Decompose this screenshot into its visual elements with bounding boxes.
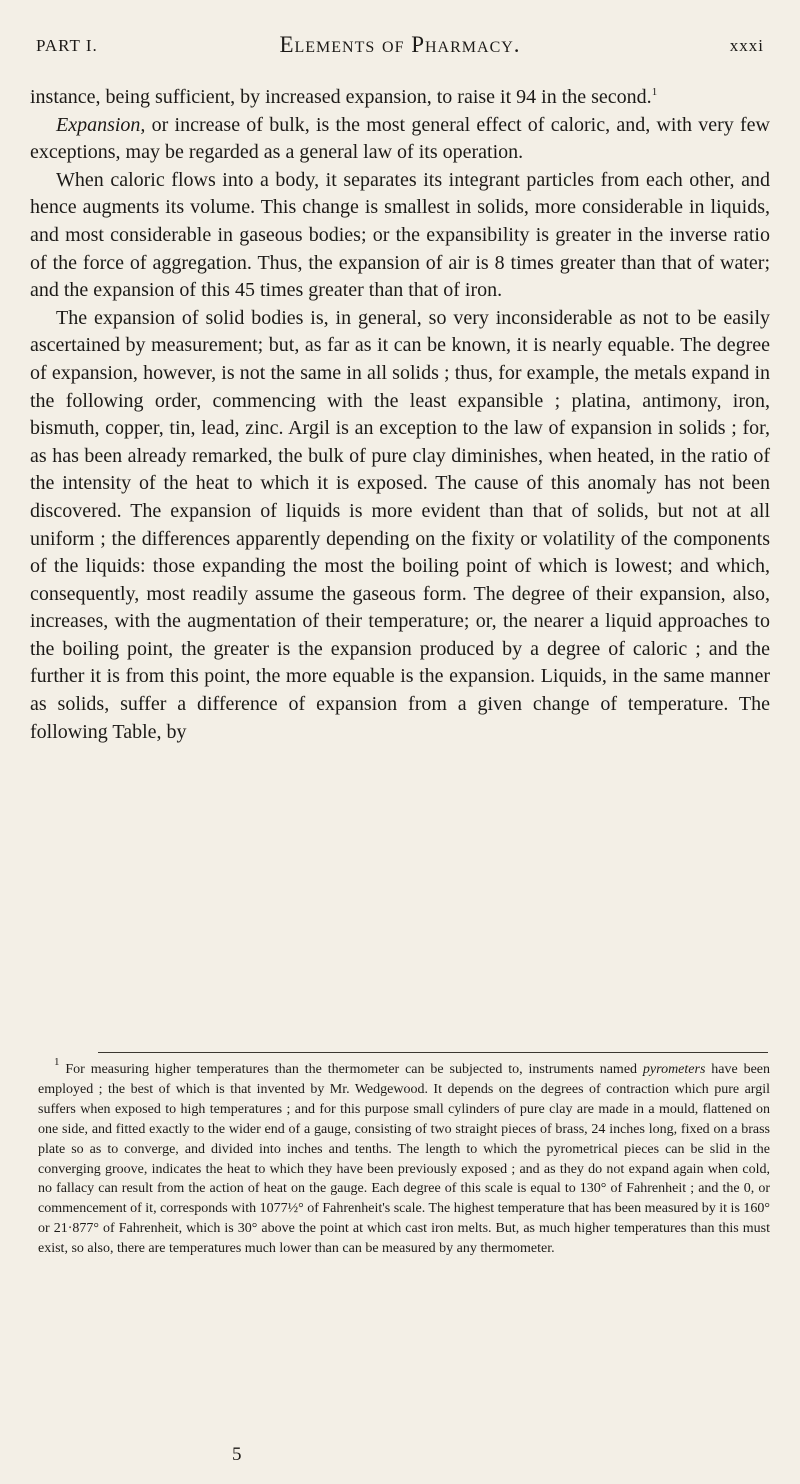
page-number: xxxi (729, 36, 764, 55)
signature-mark: 5 (232, 1444, 242, 1465)
running-header (36, 32, 764, 66)
footnote-text: For measuring higher temperatures than the thermometer can be subjected to, instruments named (59, 1062, 643, 1077)
paragraph-solids-liquids: The expansion of solid bodies is, in general, so very inconsiderable as not to be easily ascertained by measurement; but, as far as it can be known, it is nearly equable. The degree of expansion, however, is not the same in all solids ; thus, for example, the metals expand in the following order, commencing with the least expansible ; platina, antimony, iron, bismuth, copper, tin, lead, zinc. Argil is an exception to the law of expansion in solids ; for, as has been already remarked, the bulk of pure clay diminishes, when heated, in the ratio of the intensity of the heat to which it is exposed. The cause of this anomaly has not been discovered. The expansion of liquids is more evident than that of solids, but not at all uniform ; the differences apparently depending on the fixity or volatility of the components of the liquids: those expanding the most the boiling point of which is lowest; and which, consequently, most readily assume the gaseous form. The degree of their expansion, also, increases, with the augmentation of their temperature; or, the nearer a liquid approaches to the boiling point, the greater is the expansion produced by a degree of caloric ; and the further it is from this point, the more equable is the expansion. Liquids, in the same manner as solids, suffer a difference of expansion from a given change of temperature. The following Table, by (30, 306, 770, 743)
footnote-text: have been employed ; the best of which is that invented by Mr. Wedgewood. It depends on the degrees of contraction which pure argil suffers when exposed to high temperatures ; and for this purpose small cylinders of pure clay are made in a mould, flattened on one side, and fitted exactly to the wider end of a gauge, consisting of two straight pieces of brass, 24 inches long, fixed on a brass plate so as to converge, and divided into inches and tenths. The length to which the pyrometrical pieces can be slid in the converging groove, indicates the heat to which they have been previously exposed ; and as they do not expand again when cold, no fallacy can result from the action of heat on the gauge. Each degree of this scale is equal to 130° of Fahrenheit ; and the 0, or commencement of it, corresponds with 1077½° of Fahrenheit's scale. The highest temperature that has been measured by it is 160° or 21·877° of Fahrenheit, which is 30° above the point at which cast iron melts. But, as much higher temperatures than this must exist, so also, there are temperatures much lower than can be measured by any thermometer. (38, 1062, 771, 1257)
paragraph-text: or increase of bulk, is the most general effect of caloric, and, with very few exceptions, may be regarded as a general law of its operation. (30, 113, 770, 164)
paragraph-continuation (30, 84, 770, 112)
footnote (38, 1056, 771, 1259)
paragraph-caloric: When caloric flows into a body, it separates its integrant particles from each other, and hence augments its volume. This change is smallest in solids, more considerable in liquids, and most considerable in gaseous bodies; or the expansibility is greater in the inverse ratio of the force of aggregation. Thus, the expansion of air is 8 times greater than that of water; and the expansion of this 45 times greater than that of iron. (30, 168, 770, 302)
paragraph-text: instance, being sufficient, by increased expansion, to raise it 94 in the second. (30, 86, 652, 108)
running-title: Elements of Pharmacy. (279, 32, 521, 57)
footnote-reference: 1 (651, 86, 658, 98)
emphasized-term: Expansion, (56, 113, 146, 136)
main-text (30, 84, 770, 746)
footnote-divider (98, 1052, 768, 1053)
part-label: PART I. (36, 36, 98, 55)
paragraph-expansion (30, 112, 770, 167)
footnote-emphasis: pyrometers (642, 1062, 706, 1077)
footnote-marker: 1 (54, 1056, 60, 1068)
